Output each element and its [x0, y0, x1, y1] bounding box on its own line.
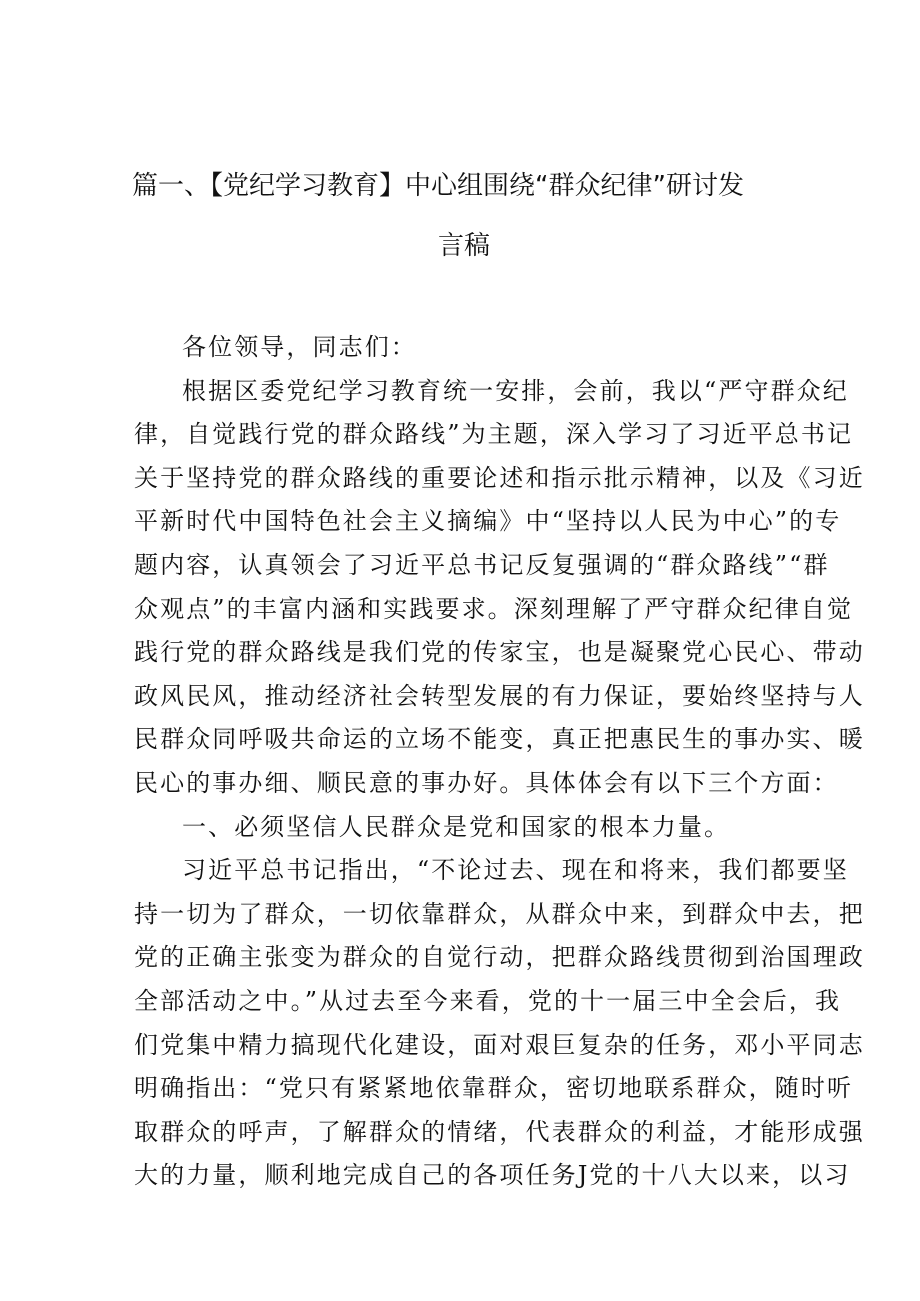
paragraph-line: 取群众的呼声，了解群众的情绪，代表群众的利益，才能形成强: [134, 1117, 865, 1146]
paragraph-line: 关于坚持党的群众路线的重要论述和指示批示精神，以及《习近: [134, 463, 865, 492]
paragraph-line: 政风民风，推动经济社会转型发展的有力保证，要始终坚持与人: [134, 681, 865, 710]
paragraph-line: 们党集中精力搞现代化建设，面对艰巨复杂的任务，邓小平同志: [134, 1030, 865, 1059]
paragraph-line: 大的力量，顺利地完成自己的各项任务J党的十八大以来，以习: [134, 1161, 851, 1190]
paragraph-line: 平新时代中国特色社会主义摘编》中“坚持以人民为中心”的专: [134, 507, 842, 536]
paragraph-line: 全部活动之中。”从过去至今来看，党的十一届三中全会后，我: [134, 986, 842, 1015]
salutation: 各位领导，同志们：: [182, 333, 417, 361]
paragraph-line: 明确指出：“党只有紧紧地依靠群众，密切地联系群众，随时听: [134, 1074, 854, 1103]
paragraph-line: 民心的事办细、顺民意的事办好。具体体会有以下三个方面：: [134, 768, 839, 797]
paragraph-line: 习近平总书记指出，“不论过去、现在和将来，我们都要坚: [182, 856, 849, 885]
paragraph-line: 根据区委党纪学习教育统一安排，会前，我以“严守群众纪: [182, 376, 849, 405]
paragraph-line: 众观点”的丰富内涵和实践要求。深刻理解了严守群众纪律自觉: [134, 594, 854, 623]
paragraph-line: 题内容，认真领会了习近平总书记反复强调的“群众路线”“群: [134, 550, 830, 579]
document-body: [134, 326, 865, 1198]
document-title-line-2: 言稿: [438, 231, 491, 261]
paragraph-line: 律，自觉践行党的群众路线”为主题，深入学习了习近平总书记: [134, 420, 854, 449]
paragraph-line: 持一切为了群众，一切依靠群众，从群众中来，到群众中去，把: [134, 899, 865, 928]
paragraph-line: 党的正确主张变为群众的自觉行动，把群众路线贯彻到治国理政: [134, 943, 865, 972]
section-heading: 一、必须坚信人民群众是党和国家的根本力量。: [182, 812, 731, 841]
paragraph-line: 践行党的群众路线是我们党的传家宝，也是凝聚党心民心、带动: [134, 638, 865, 667]
paragraph-line: 民群众同呼吸共命运的立场不能变，真正把惠民生的事办实、暖: [134, 725, 865, 754]
document-title-line-1: 篇一、【党纪学习教育】中心组围绕“群众纪律”研讨发: [132, 171, 744, 201]
